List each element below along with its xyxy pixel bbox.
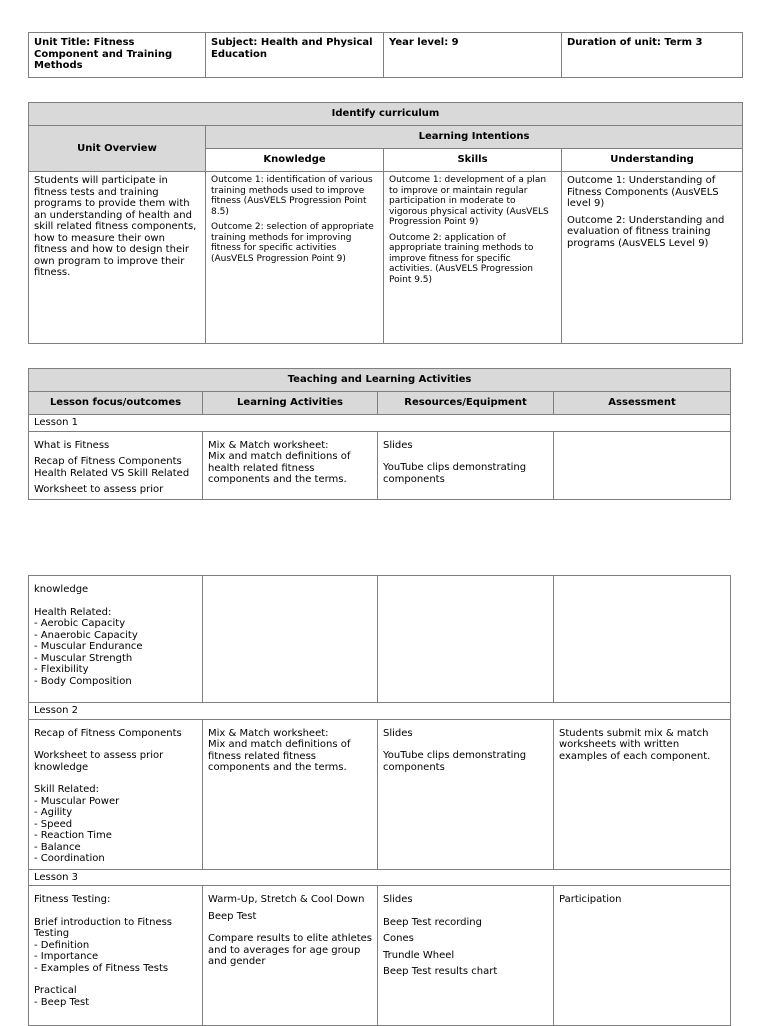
resource-line: YouTube clips demonstrating components <box>383 750 527 773</box>
unit-title: Unit Title: Fitness Component and Training Methods <box>29 33 206 78</box>
focus-line: Fitness Testing: <box>34 894 111 905</box>
lesson-2-activity <box>203 719 378 869</box>
resource-line: Slides <box>383 727 413 739</box>
year-level: Year level: 9 <box>384 33 562 78</box>
focus-item: - Examples of Fitness Tests <box>34 962 169 974</box>
lesson-1-focus-continued <box>29 576 203 703</box>
health-item: - Muscular Endurance <box>34 641 143 652</box>
lesson-2-resources <box>378 719 554 869</box>
assessment-line: Participation <box>559 894 622 905</box>
resource-line: Slides <box>383 439 413 451</box>
lesson-1-label: Lesson 1 <box>29 415 731 432</box>
subject: Subject: Health and Physical Education <box>206 33 384 78</box>
lesson-1-activity <box>203 431 378 499</box>
lesson-1-assessment <box>554 431 731 499</box>
lesson-1-focus <box>29 431 203 499</box>
focus-item: - Importance <box>34 951 99 962</box>
skill-item: - Coordination <box>34 853 105 864</box>
understanding-outcome-2: Outcome 2: Understanding and evaluation of fitness training programs (AusVELS Level 9) <box>567 214 725 249</box>
col-activities-header: Learning Activities <box>203 392 378 415</box>
health-item: - Body Composition <box>34 675 132 687</box>
unit-header-table <box>28 32 743 78</box>
focus-line: What is Fitness <box>34 439 110 451</box>
skills-outcome-1: Outcome 1: development of a plan to improve or maintain regular participation in moderate to vigorous physical activity (AusVELS Progression Point 9) <box>389 175 549 227</box>
knowledge-header: Knowledge <box>206 149 384 172</box>
focus-line: Health Related VS Skill Related <box>34 467 190 479</box>
skills-outcome-2: Outcome 2: application of appropriate training methods to improve fitness for specific activities. (AusVELS Progression Point 9.5) <box>389 232 534 285</box>
unit-overview-header: Unit Overview <box>29 126 206 172</box>
lesson-3-assessment <box>554 886 731 1026</box>
lesson-2-focus <box>29 719 203 869</box>
knowledge-cell <box>206 172 384 344</box>
empty-cell <box>378 576 554 703</box>
activity-line: Mix & Match worksheet: <box>208 727 329 739</box>
health-item: - Aerobic Capacity <box>34 618 126 629</box>
lesson-1-resources <box>378 431 554 499</box>
knowledge-outcome-1: Outcome 1: identification of various training methods used to improve fitness (AusVELS Progression Point 8.5) <box>211 175 373 217</box>
assessment-line: Students submit mix & match worksheets with written examples of each component. <box>559 727 711 762</box>
focus-line: Recap of Fitness Components <box>34 727 182 739</box>
skill-item: - Muscular Power <box>34 795 120 807</box>
duration: Duration of unit: Term 3 <box>562 33 743 78</box>
focus-item: - Definition <box>34 939 90 951</box>
practical-label: Practical <box>34 985 77 996</box>
knowledge-outcome-2: Outcome 2: selection of appropriate training methods for improving fitness for specific activities (AusVELS Progression Point 9) <box>211 222 374 264</box>
lesson-3-label: Lesson 3 <box>29 869 731 886</box>
empty-cell <box>554 576 731 703</box>
skills-header: Skills <box>384 149 562 172</box>
lesson-3-focus <box>29 886 203 1026</box>
understanding-cell <box>562 172 743 344</box>
focus-line: knowledge <box>34 584 89 595</box>
activity-line: Mix & Match worksheet: <box>208 439 329 451</box>
resource-line: Beep Test recording <box>383 916 482 928</box>
lesson-3-activity <box>203 886 378 1026</box>
understanding-outcome-1: Outcome 1: Understanding of Fitness Components (AusVELS level 9) <box>567 175 719 209</box>
focus-line: Recap of Fitness Components <box>34 456 182 467</box>
resource-line: Beep Test results chart <box>383 966 498 977</box>
resource-line: Cones <box>383 933 414 944</box>
col-assessment-header: Assessment <box>554 392 731 415</box>
lesson-2-assessment <box>554 719 731 869</box>
activities-table-continued <box>28 575 731 1026</box>
skill-item: - Balance <box>34 841 81 853</box>
empty-cell <box>203 576 378 703</box>
skills-cell <box>384 172 562 344</box>
col-resources-header: Resources/Equipment <box>378 392 554 415</box>
learning-intentions-header: Learning Intentions <box>206 126 743 149</box>
resource-line: YouTube clips demonstrating components <box>383 462 527 485</box>
resource-line: Slides <box>383 894 413 905</box>
skill-item: - Reaction Time <box>34 830 112 841</box>
col-focus-header: Lesson focus/outcomes <box>29 392 203 415</box>
activity-line: Beep Test <box>208 910 257 922</box>
practical-item: - Beep Test <box>34 996 90 1008</box>
activity-line: Warm-Up, Stretch & Cool Down <box>208 894 365 905</box>
understanding-header: Understanding <box>562 149 743 172</box>
focus-line: Brief introduction to Fitness Testing <box>34 916 173 939</box>
curriculum-title: Identify curriculum <box>29 103 743 126</box>
focus-line: Worksheet to assess prior <box>34 484 164 495</box>
resource-line: Trundle Wheel <box>383 949 455 961</box>
focus-line: Worksheet to assess prior knowledge <box>34 750 164 773</box>
health-item: - Muscular Strength <box>34 652 133 664</box>
curriculum-table <box>28 102 743 344</box>
activities-table <box>28 368 731 500</box>
activity-line: Mix and match definitions of health related fitness components and the terms. <box>208 451 351 485</box>
health-item: - Anaerobic Capacity <box>34 629 138 641</box>
skill-related-label: Skill Related: <box>34 784 99 795</box>
skill-item: - Speed <box>34 818 73 830</box>
lesson-2-label: Lesson 2 <box>29 703 731 720</box>
health-related-label: Health Related: <box>34 606 112 618</box>
lesson-3-resources <box>378 886 554 1026</box>
skill-item: - Agility <box>34 807 73 818</box>
unit-overview-text: Students will participate in fitness tests and training programs to provide them with an understanding of health and skill related fitness components, how to measure their own fitness and how to design their own program to improve their fitness. <box>29 172 206 344</box>
activity-line: Compare results to elite athletes and to averages for age group and gender <box>208 933 372 967</box>
activities-title: Teaching and Learning Activities <box>29 369 731 392</box>
activity-line: Mix and match definitions of fitness related fitness components and the terms. <box>208 739 351 773</box>
health-item: - Flexibility <box>34 664 89 675</box>
